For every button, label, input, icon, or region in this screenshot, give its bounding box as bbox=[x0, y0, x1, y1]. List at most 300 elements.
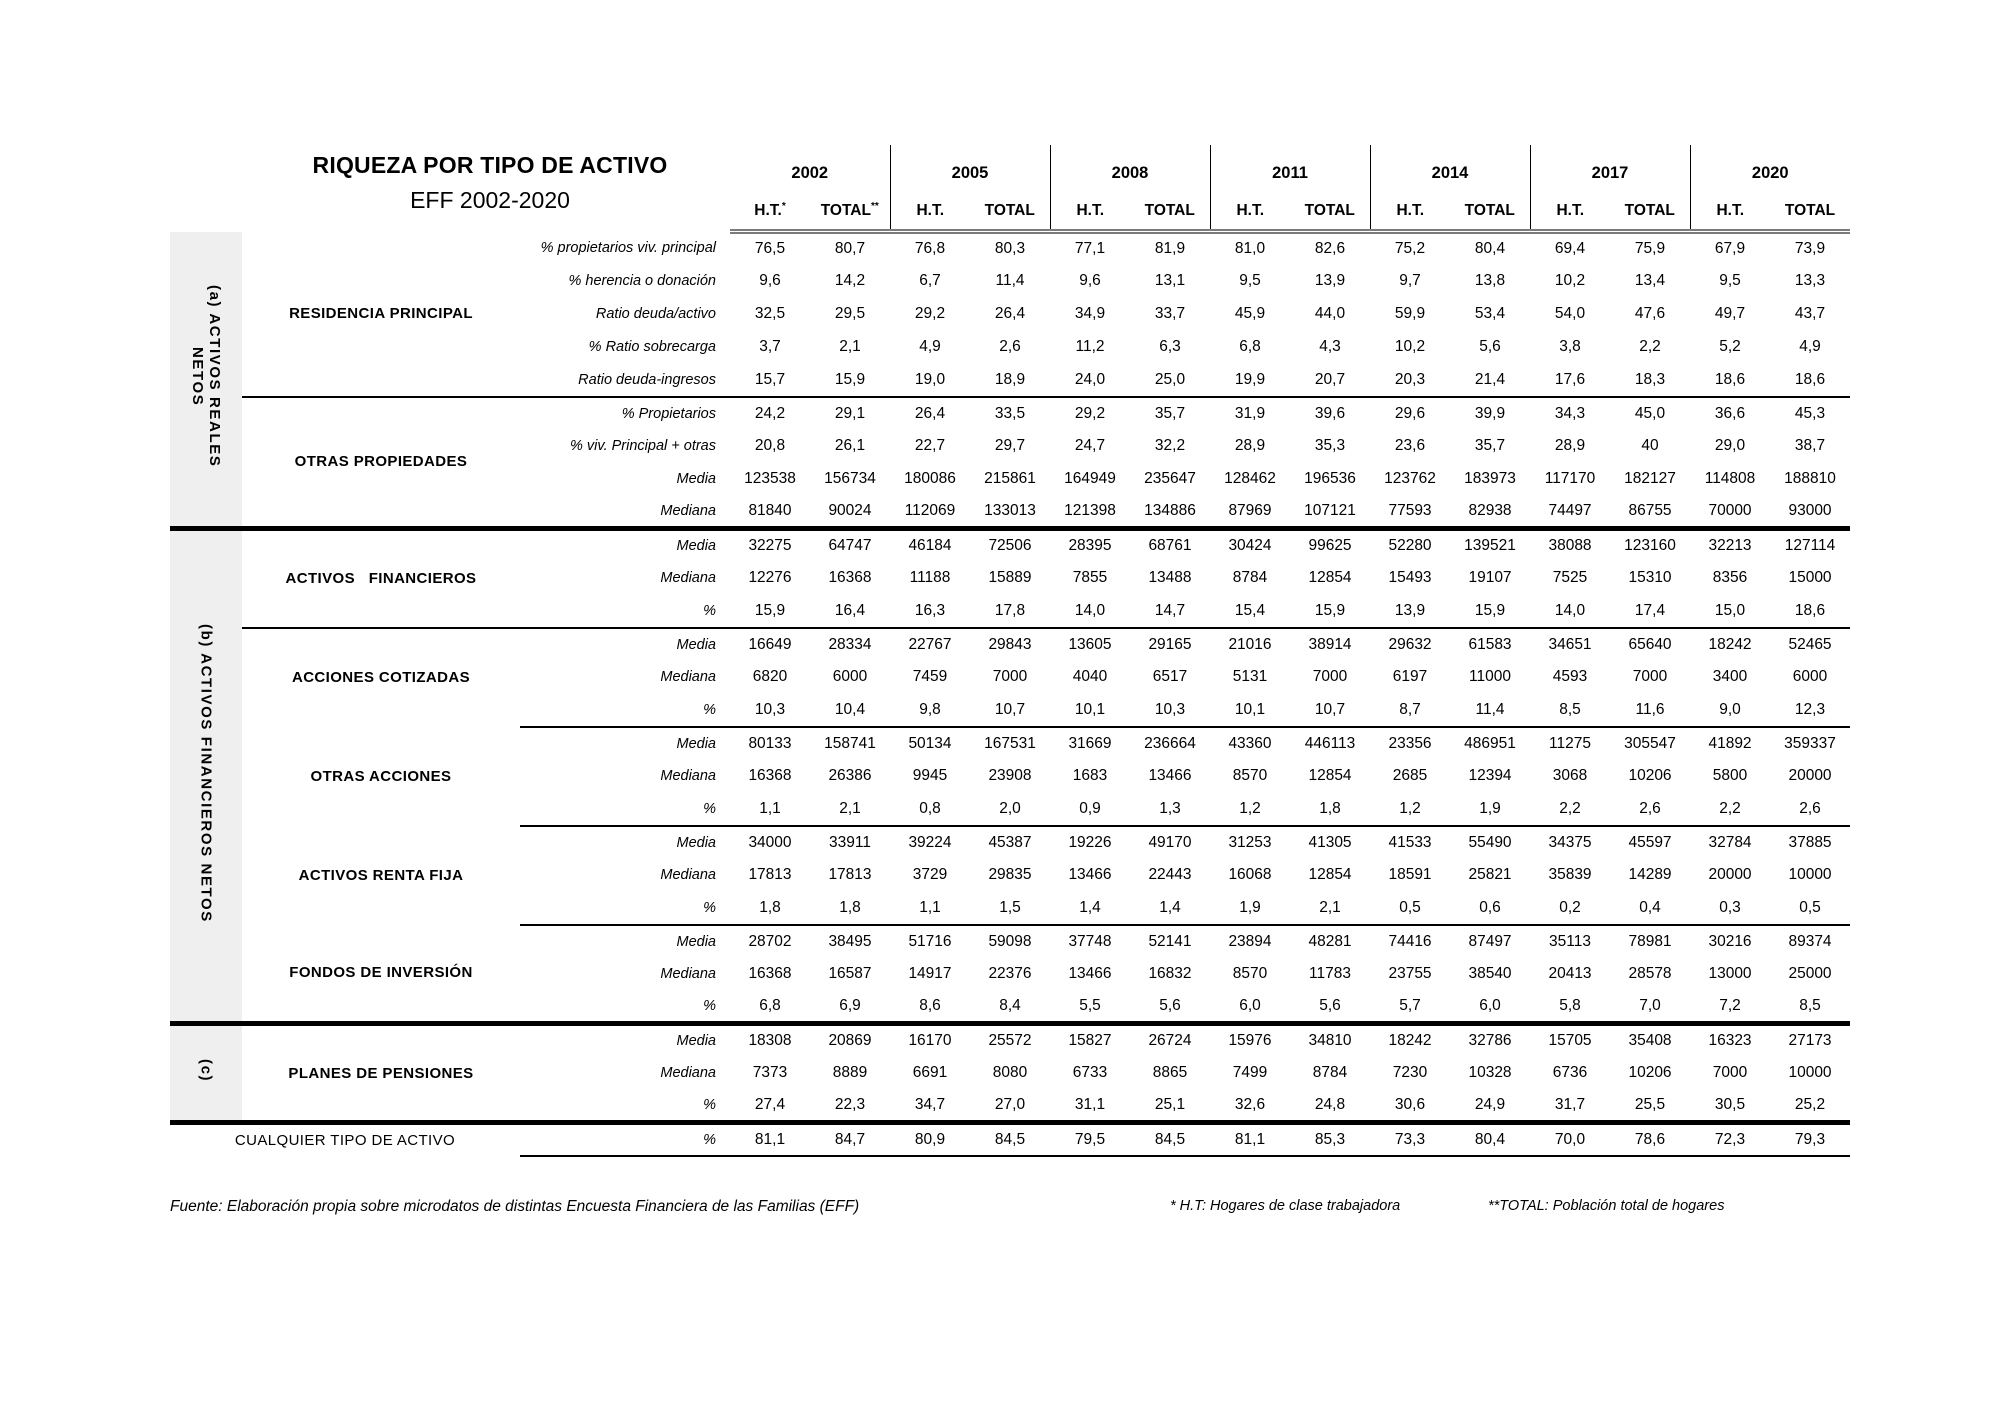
value-cell: 127114 bbox=[1770, 529, 1850, 562]
value-cell: 13,4 bbox=[1634, 272, 1666, 289]
value-cell: 28395 bbox=[1050, 529, 1130, 562]
value-cell: 16,3 bbox=[914, 601, 946, 619]
value-cell: 1,8 bbox=[1319, 799, 1341, 817]
row-label: % bbox=[703, 602, 716, 619]
value-cell: 81,1 bbox=[730, 1123, 810, 1156]
value-cell: 10,3 bbox=[754, 700, 786, 718]
value-cell: 10,2 bbox=[1554, 272, 1586, 289]
value-cell: 7525 bbox=[1552, 569, 1588, 586]
value-cell: 37748 bbox=[1050, 925, 1130, 958]
value-cell: 0,6 bbox=[1479, 898, 1501, 916]
value-cell: 16368 bbox=[748, 767, 792, 784]
value-cell: 26386 bbox=[828, 767, 872, 784]
value-cell: 20413 bbox=[1548, 965, 1592, 982]
value-cell: 2,1 bbox=[839, 799, 861, 817]
value-cell: 93000 bbox=[1788, 501, 1832, 519]
value-cell: 34,3 bbox=[1530, 397, 1610, 430]
value-cell: 41533 bbox=[1370, 826, 1450, 859]
value-cell: 12276 bbox=[748, 569, 792, 586]
value-cell: 6,8 bbox=[1239, 338, 1261, 355]
value-cell: 34810 bbox=[1290, 1024, 1370, 1057]
col-header-label: H.T. bbox=[916, 202, 945, 219]
value-cell: 80,3 bbox=[994, 240, 1026, 258]
value-cell: 37885 bbox=[1770, 826, 1850, 859]
value-cell: 11783 bbox=[1309, 965, 1351, 982]
col-header-label: H.T. bbox=[1556, 202, 1585, 219]
value-cell: 80,4 bbox=[1450, 1123, 1530, 1156]
value-cell: 13466 bbox=[1068, 965, 1112, 982]
value-cell: 24,8 bbox=[1314, 1095, 1346, 1113]
value-cell: 78,6 bbox=[1610, 1123, 1690, 1156]
value-cell: 1,4 bbox=[1079, 898, 1101, 916]
category-label: ACCIONES COTIZADAS bbox=[242, 628, 520, 727]
table-row bbox=[170, 727, 1850, 760]
source-note: Fuente: Elaboración propia sobre microdatos de distintas Encuesta Financiera de las Familias (EFF) bbox=[170, 1198, 860, 1215]
section-side-cell bbox=[170, 1024, 242, 1123]
value-cell: 15889 bbox=[988, 569, 1032, 586]
value-cell: 9,5 bbox=[1239, 272, 1261, 289]
row-label: Media bbox=[520, 925, 730, 958]
value-cell: 11188 bbox=[909, 569, 951, 586]
value-cell: 1,5 bbox=[999, 898, 1021, 916]
category-label: FONDOS DE INVERSIÓN bbox=[289, 964, 473, 982]
value-cell: 3,7 bbox=[759, 338, 781, 355]
value-cell: 50134 bbox=[890, 727, 970, 760]
value-cell: 1683 bbox=[1072, 767, 1108, 784]
value-cell: 22767 bbox=[890, 628, 970, 661]
footnote-ht: * H.T: Hogares de clase trabajadora bbox=[1170, 1198, 1401, 1214]
value-cell: 3400 bbox=[1712, 668, 1748, 685]
value-cell: 2,6 bbox=[1639, 799, 1661, 817]
value-cell: 19107 bbox=[1468, 569, 1512, 586]
value-cell: 22,3 bbox=[834, 1095, 866, 1113]
category-label: ACTIVOS RENTA FIJA bbox=[298, 866, 464, 884]
value-cell: 1,8 bbox=[759, 898, 781, 916]
value-cell: 18591 bbox=[1388, 866, 1432, 883]
value-cell: 5,8 bbox=[1559, 996, 1581, 1014]
value-cell: 0,4 bbox=[1639, 898, 1661, 916]
value-cell: 7000 bbox=[1712, 1064, 1748, 1081]
value-cell: 4,9 bbox=[1799, 338, 1821, 355]
row-label: Mediana bbox=[660, 966, 716, 982]
row-label: Media bbox=[520, 628, 730, 661]
value-cell: 32,6 bbox=[1234, 1095, 1266, 1113]
value-cell: 59,9 bbox=[1394, 305, 1426, 322]
value-cell: 18,6 bbox=[1714, 370, 1746, 388]
value-cell: 11,6 bbox=[1635, 700, 1665, 718]
value-cell: 2,2 bbox=[1559, 799, 1581, 817]
value-cell: 26,1 bbox=[834, 437, 866, 454]
value-cell: 18,6 bbox=[1794, 370, 1826, 388]
table-row bbox=[170, 1123, 1850, 1156]
value-cell: 29632 bbox=[1370, 628, 1450, 661]
section-side-cell bbox=[170, 232, 242, 529]
value-cell: 14,2 bbox=[834, 272, 866, 289]
value-cell: 12394 bbox=[1468, 767, 1512, 784]
row-label: Mediana bbox=[660, 570, 716, 586]
value-cell: 8080 bbox=[992, 1064, 1028, 1081]
value-cell: 69,4 bbox=[1554, 240, 1586, 258]
value-cell: 15,9 bbox=[1474, 601, 1506, 619]
value-cell: 112069 bbox=[904, 501, 956, 519]
value-cell: 14,0 bbox=[1554, 601, 1586, 619]
value-cell: 182127 bbox=[1624, 470, 1676, 487]
value-cell: 359337 bbox=[1770, 727, 1850, 760]
value-cell: 29,6 bbox=[1370, 397, 1450, 430]
value-cell: 1,4 bbox=[1159, 898, 1181, 916]
value-cell: 39,9 bbox=[1450, 397, 1530, 430]
value-cell: 16587 bbox=[828, 965, 872, 982]
value-cell: 86755 bbox=[1628, 501, 1672, 519]
value-cell: 0,8 bbox=[919, 799, 941, 817]
value-cell: 23908 bbox=[988, 767, 1032, 784]
value-cell: 13,8 bbox=[1474, 272, 1506, 289]
value-cell: 73,9 bbox=[1794, 240, 1826, 258]
row-label: % bbox=[703, 997, 716, 1014]
value-cell: 7000 bbox=[1632, 668, 1668, 685]
value-cell: 17813 bbox=[828, 866, 872, 883]
value-cell: 81,1 bbox=[1210, 1123, 1290, 1156]
value-cell: 188810 bbox=[1784, 470, 1836, 487]
value-cell: 32213 bbox=[1690, 529, 1770, 562]
value-cell: 10328 bbox=[1468, 1064, 1512, 1081]
col-header-label: TOTAL bbox=[820, 202, 871, 220]
row-label: % bbox=[520, 1123, 730, 1156]
value-cell: 82938 bbox=[1468, 501, 1512, 519]
value-cell: 1,9 bbox=[1479, 799, 1501, 817]
row-label: Mediana bbox=[660, 502, 716, 519]
value-cell: 87497 bbox=[1450, 925, 1530, 958]
value-cell: 16649 bbox=[730, 628, 810, 661]
value-cell: 8784 bbox=[1312, 1064, 1348, 1081]
value-cell: 10206 bbox=[1628, 767, 1672, 784]
value-cell: 6000 bbox=[1792, 668, 1828, 685]
value-cell: 1,8 bbox=[839, 898, 861, 916]
value-cell: 52280 bbox=[1370, 529, 1450, 562]
value-cell: 107121 bbox=[1304, 501, 1356, 519]
value-cell: 29,2 bbox=[914, 305, 946, 322]
value-cell: 16368 bbox=[748, 965, 792, 982]
value-cell: 9,0 bbox=[1719, 700, 1741, 718]
value-cell: 12854 bbox=[1308, 866, 1352, 883]
value-cell: 236664 bbox=[1130, 727, 1210, 760]
value-cell: 25000 bbox=[1788, 965, 1832, 982]
value-cell: 15827 bbox=[1050, 1024, 1130, 1057]
value-cell: 7459 bbox=[912, 668, 948, 685]
value-cell: 2685 bbox=[1392, 767, 1428, 784]
value-cell: 16368 bbox=[828, 569, 872, 586]
value-cell: 64747 bbox=[810, 529, 890, 562]
value-cell: 20,3 bbox=[1394, 370, 1426, 388]
value-cell: 38540 bbox=[1468, 965, 1512, 982]
col-header-ht bbox=[1210, 193, 1290, 232]
value-cell: 70000 bbox=[1708, 501, 1752, 519]
value-cell: 6691 bbox=[912, 1064, 948, 1081]
value-cell: 34651 bbox=[1530, 628, 1610, 661]
value-cell: 2,2 bbox=[1719, 799, 1741, 817]
value-cell: 43360 bbox=[1210, 727, 1290, 760]
value-cell: 26,4 bbox=[890, 397, 970, 430]
table-row bbox=[170, 529, 1850, 562]
value-cell: 25821 bbox=[1468, 866, 1512, 883]
value-cell: 25,1 bbox=[1154, 1095, 1186, 1113]
col-header-total bbox=[810, 193, 890, 232]
value-cell: 8570 bbox=[1232, 767, 1268, 784]
value-cell: 180086 bbox=[904, 470, 956, 487]
value-cell: 20,8 bbox=[754, 437, 786, 454]
value-cell: 13488 bbox=[1148, 569, 1192, 586]
value-cell: 85,3 bbox=[1290, 1123, 1370, 1156]
wealth-table bbox=[170, 145, 1850, 1157]
value-cell: 29165 bbox=[1130, 628, 1210, 661]
value-cell: 72506 bbox=[970, 529, 1050, 562]
value-cell: 2,1 bbox=[1319, 898, 1341, 916]
row-label: Mediana bbox=[660, 1065, 716, 1081]
value-cell: 7499 bbox=[1232, 1064, 1268, 1081]
value-cell: 49,7 bbox=[1714, 305, 1746, 322]
value-cell: 14,0 bbox=[1074, 601, 1106, 619]
footnote-total: **TOTAL: Población total de hogares bbox=[1488, 1198, 1725, 1214]
value-cell: 32,5 bbox=[754, 305, 786, 322]
value-cell: 17813 bbox=[748, 866, 792, 883]
value-cell: 3729 bbox=[912, 866, 948, 883]
value-cell: 10206 bbox=[1628, 1064, 1672, 1081]
value-cell: 11000 bbox=[1469, 668, 1511, 685]
value-cell: 55490 bbox=[1450, 826, 1530, 859]
value-cell: 80,4 bbox=[1474, 240, 1506, 258]
col-header-ht bbox=[890, 193, 970, 232]
value-cell: 61583 bbox=[1450, 628, 1530, 661]
category-label: OTRAS PROPIEDADES bbox=[242, 397, 520, 529]
value-cell: 70,0 bbox=[1530, 1123, 1610, 1156]
value-cell: 1,2 bbox=[1239, 799, 1261, 817]
value-cell: 39224 bbox=[890, 826, 970, 859]
value-cell: 446113 bbox=[1290, 727, 1370, 760]
value-cell: 6,0 bbox=[1239, 996, 1261, 1014]
value-cell: 35839 bbox=[1548, 866, 1592, 883]
value-cell: 79,5 bbox=[1050, 1123, 1130, 1156]
value-cell: 18242 bbox=[1690, 628, 1770, 661]
table-head bbox=[170, 145, 1850, 232]
value-cell: 19,9 bbox=[1234, 370, 1266, 388]
table-row bbox=[170, 232, 1850, 265]
value-cell: 53,4 bbox=[1474, 305, 1506, 322]
value-cell: 32784 bbox=[1690, 826, 1770, 859]
value-cell: 81,0 bbox=[1234, 240, 1266, 258]
value-cell: 10,4 bbox=[834, 700, 866, 718]
header-subcol-row bbox=[170, 193, 1850, 232]
value-cell: 0,2 bbox=[1559, 898, 1581, 916]
section-side-label: (a) ACTIVOS REALES NETOS bbox=[189, 285, 223, 468]
value-cell: 20869 bbox=[810, 1024, 890, 1057]
value-cell: 15493 bbox=[1388, 569, 1432, 586]
value-cell: 16068 bbox=[1228, 866, 1272, 883]
value-cell: 30,5 bbox=[1714, 1095, 1746, 1113]
table-row bbox=[170, 628, 1850, 661]
value-cell: 24,9 bbox=[1474, 1095, 1506, 1113]
value-cell: 167531 bbox=[970, 727, 1050, 760]
value-cell: 82,6 bbox=[1314, 240, 1346, 258]
value-cell: 84,5 bbox=[1130, 1123, 1210, 1156]
value-cell: 25,5 bbox=[1634, 1095, 1666, 1113]
value-cell: 35,7 bbox=[1130, 397, 1210, 430]
value-cell: 123538 bbox=[744, 470, 796, 487]
value-cell: 10,7 bbox=[1314, 700, 1346, 718]
value-cell: 35,7 bbox=[1474, 437, 1506, 454]
value-cell: 128462 bbox=[1224, 470, 1276, 487]
value-cell: 5800 bbox=[1712, 767, 1748, 784]
value-cell: 46184 bbox=[890, 529, 970, 562]
value-cell: 11,2 bbox=[1075, 338, 1105, 355]
value-cell: 13466 bbox=[1068, 866, 1112, 883]
value-cell: 0,5 bbox=[1399, 898, 1421, 916]
table-row bbox=[170, 925, 1850, 958]
value-cell: 1,3 bbox=[1159, 799, 1181, 817]
value-cell: 10,3 bbox=[1154, 700, 1186, 718]
value-cell: 14917 bbox=[908, 965, 952, 982]
value-cell: 33911 bbox=[810, 826, 890, 859]
value-cell: 158741 bbox=[810, 727, 890, 760]
value-cell: 5131 bbox=[1232, 668, 1268, 685]
value-cell: 7,0 bbox=[1639, 996, 1661, 1014]
row-label: Mediana bbox=[660, 768, 716, 784]
value-cell: 29,5 bbox=[834, 305, 866, 322]
value-cell: 25,2 bbox=[1794, 1095, 1826, 1113]
value-cell: 19,0 bbox=[914, 370, 946, 388]
value-cell: 12,3 bbox=[1794, 700, 1826, 718]
page-title: RIQUEZA POR TIPO DE ACTIVO bbox=[312, 152, 668, 178]
value-cell: 123762 bbox=[1384, 470, 1436, 487]
value-cell: 76,5 bbox=[754, 240, 786, 258]
value-cell: 25,0 bbox=[1154, 370, 1186, 388]
value-cell: 4,3 bbox=[1319, 338, 1341, 355]
value-cell: 68761 bbox=[1130, 529, 1210, 562]
value-cell: 8,7 bbox=[1399, 700, 1421, 718]
col-header-label: TOTAL bbox=[1624, 202, 1675, 219]
value-cell: 134886 bbox=[1144, 501, 1196, 519]
value-cell: 7373 bbox=[752, 1064, 788, 1081]
value-cell: 18,6 bbox=[1794, 601, 1826, 619]
row-label: Media bbox=[520, 727, 730, 760]
value-cell: 38,7 bbox=[1794, 437, 1826, 454]
value-cell: 59098 bbox=[970, 925, 1050, 958]
value-cell: 7,2 bbox=[1719, 996, 1741, 1014]
value-cell: 27,0 bbox=[994, 1095, 1026, 1113]
value-cell: 5,5 bbox=[1079, 996, 1101, 1014]
value-cell: 20000 bbox=[1708, 866, 1752, 883]
value-cell: 114808 bbox=[1704, 470, 1756, 487]
value-cell: 23356 bbox=[1370, 727, 1450, 760]
row-label: % Ratio sobrecarga bbox=[588, 339, 716, 355]
table-body bbox=[170, 232, 1850, 1156]
value-cell: 27173 bbox=[1770, 1024, 1850, 1057]
value-cell: 17,4 bbox=[1634, 601, 1666, 619]
value-cell: 31669 bbox=[1050, 727, 1130, 760]
value-cell: 8,4 bbox=[999, 996, 1021, 1014]
value-cell: 38495 bbox=[810, 925, 890, 958]
value-cell: 30216 bbox=[1690, 925, 1770, 958]
value-cell: 52465 bbox=[1770, 628, 1850, 661]
value-cell: 2,6 bbox=[999, 338, 1021, 355]
value-cell: 24,2 bbox=[730, 397, 810, 430]
value-cell: 45597 bbox=[1610, 826, 1690, 859]
value-cell: 44,0 bbox=[1314, 305, 1346, 322]
value-cell: 133013 bbox=[984, 501, 1036, 519]
value-cell: 31253 bbox=[1210, 826, 1290, 859]
value-cell: 41892 bbox=[1690, 727, 1770, 760]
value-cell: 28334 bbox=[810, 628, 890, 661]
header-year-row bbox=[170, 145, 1850, 193]
value-cell: 34,7 bbox=[914, 1095, 946, 1113]
row-label: Mediana bbox=[660, 669, 716, 685]
col-header-label: H.T. bbox=[1716, 202, 1745, 219]
value-cell: 51716 bbox=[890, 925, 970, 958]
col-header-total bbox=[1610, 193, 1690, 232]
col-header-total bbox=[1290, 193, 1370, 232]
value-cell: 38914 bbox=[1290, 628, 1370, 661]
value-cell: 31,9 bbox=[1210, 397, 1290, 430]
value-cell: 7230 bbox=[1392, 1064, 1428, 1081]
value-cell: 15705 bbox=[1530, 1024, 1610, 1057]
value-cell: 305547 bbox=[1610, 727, 1690, 760]
year-header: 2008 bbox=[1050, 145, 1210, 193]
value-cell: 8,5 bbox=[1559, 700, 1581, 718]
col-header-total bbox=[970, 193, 1050, 232]
value-cell: 34375 bbox=[1530, 826, 1610, 859]
footer bbox=[170, 1198, 1850, 1228]
value-cell: 74416 bbox=[1370, 925, 1450, 958]
value-cell: 15,7 bbox=[754, 370, 786, 388]
value-cell: 30,6 bbox=[1394, 1095, 1426, 1113]
value-cell: 3068 bbox=[1552, 767, 1588, 784]
value-cell: 29843 bbox=[970, 628, 1050, 661]
value-cell: 5,6 bbox=[1159, 996, 1181, 1014]
value-cell: 6820 bbox=[752, 668, 788, 685]
value-cell: 11,4 bbox=[1475, 700, 1505, 718]
category-label: CUALQUIER TIPO DE ACTIVO bbox=[170, 1123, 520, 1156]
value-cell: 8,6 bbox=[919, 996, 941, 1014]
col-header-label: TOTAL bbox=[1464, 202, 1515, 219]
value-cell: 22376 bbox=[988, 965, 1032, 982]
value-cell: 35408 bbox=[1610, 1024, 1690, 1057]
value-cell: 0,3 bbox=[1719, 898, 1741, 916]
value-cell: 77,1 bbox=[1074, 240, 1106, 258]
value-cell: 183973 bbox=[1464, 470, 1516, 487]
value-cell: 29,1 bbox=[810, 397, 890, 430]
value-cell: 10000 bbox=[1788, 1064, 1832, 1081]
value-cell: 5,2 bbox=[1719, 338, 1741, 355]
table-row bbox=[170, 397, 1850, 430]
value-cell: 12854 bbox=[1308, 569, 1352, 586]
value-cell: 80133 bbox=[730, 727, 810, 760]
value-cell: 90024 bbox=[828, 501, 872, 519]
value-cell: 77593 bbox=[1388, 501, 1432, 519]
col-header-label: H.T. bbox=[1076, 202, 1105, 219]
title-spacer bbox=[170, 145, 730, 193]
value-cell: 24,7 bbox=[1074, 437, 1106, 454]
value-cell: 7000 bbox=[1312, 668, 1348, 685]
value-cell: 45387 bbox=[970, 826, 1050, 859]
value-cell: 31,1 bbox=[1074, 1095, 1106, 1113]
value-cell: 15,9 bbox=[834, 370, 866, 388]
value-cell: 32,2 bbox=[1154, 437, 1186, 454]
value-cell: 48281 bbox=[1290, 925, 1370, 958]
row-label: % bbox=[703, 800, 716, 817]
value-cell: 15310 bbox=[1628, 569, 1672, 586]
row-label: % propietarios viv. principal bbox=[540, 240, 716, 256]
value-cell: 21016 bbox=[1210, 628, 1290, 661]
value-cell: 16,4 bbox=[834, 601, 866, 619]
